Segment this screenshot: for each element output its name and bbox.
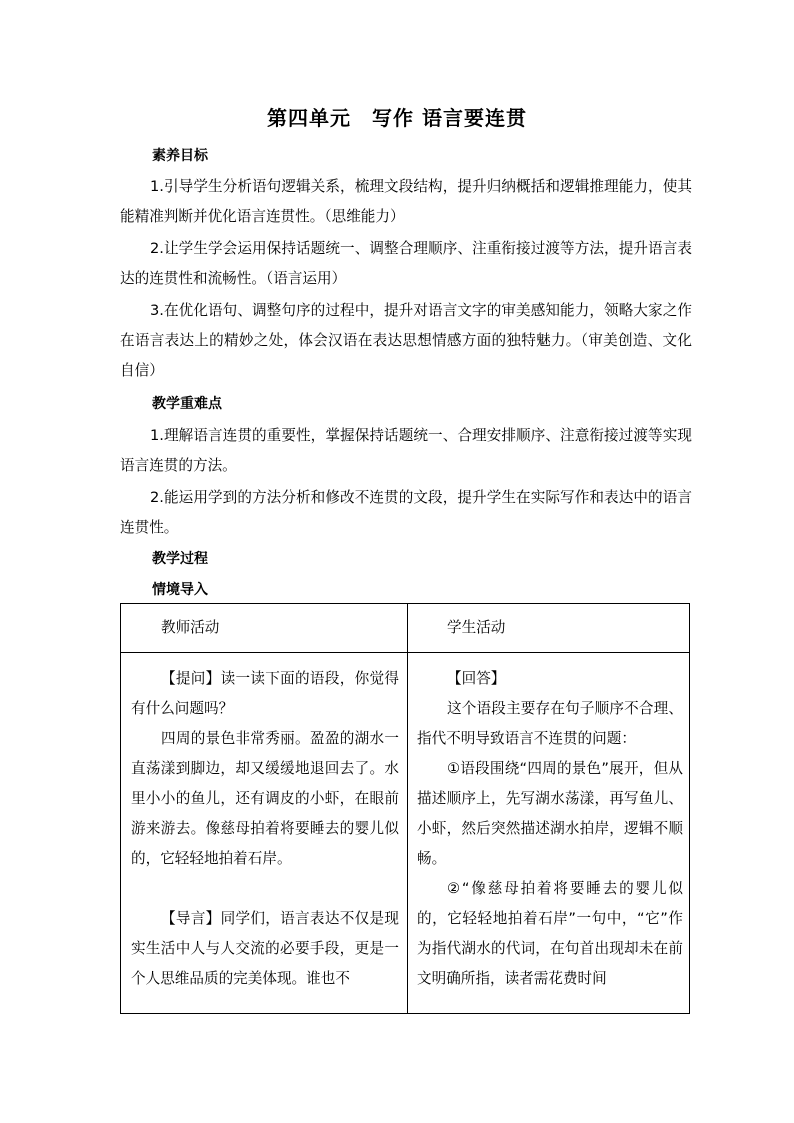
student-activity-header: 学生活动 (447, 619, 506, 636)
teacher-sample-passage: 四周的景色非常秀丽。盈盈的湖水一直荡漾到脚边，却又缓缓地退回去了。水里小小的鱼儿，还有调皮的小虾，在眼前游来游去。像慈母拍着将要睡去的婴儿似的，它轻轻地拍着石岸。 (131, 730, 399, 867)
activity-table (120, 603, 690, 1014)
teacher-activity-cell (131, 664, 399, 994)
keypoint-item-1: 1.理解语言连贯的重要性，掌握保持话题统一、合理安排顺序、注意衔接过渡等实现语言连贯的方法。 (120, 427, 692, 474)
teacher-question: 【提问】读一读下面的语段，你觉得有什么问题吗？ (131, 670, 399, 717)
student-answer-label: 【回答】 (447, 670, 506, 687)
student-answer-point-1: ①语段围绕“四周的景色”展开，但从描述顺序上，先写湖水荡漾，再写鱼儿、小虾，然后突然描述湖水拍岸，逻辑不顺畅。 (417, 760, 683, 867)
keypoint-item-2: 2.能运用学到的方法分析和修改不连贯的文段，提升学生在实际写作和表达中的语言连贯性。 (120, 489, 692, 536)
student-answer-summary: 这个语段主要存在句子顺序不合理、指代不明导致语言不连贯的问题： (417, 700, 683, 747)
goal-item-3: 3.在优化语句、调整句序的过程中，提升对语言文字的审美感知能力，领略大家之作在语言表达上的精妙之处，体会汉语在表达思想情感方面的独特魅力。（审美创造、文化自信） (120, 302, 692, 379)
goals-heading: 素养目标 (152, 148, 208, 164)
goal-item-2: 2.让学生学会运用保持话题统一、调整合理顺序、注重衔接过渡等方法，提升语言表达的连贯性和流畅性。（语言运用） (120, 240, 692, 287)
teacher-introduction: 【导言】同学们，语言表达不仅是现实生活中人与人交流的必要手段，更是一个人思维品质的完美体现。谁也不 (131, 910, 399, 987)
page-title: 第四单元 写作 语言要连贯 (267, 106, 527, 130)
student-activity-cell (417, 664, 683, 994)
table-header-divider (121, 652, 689, 653)
teacher-activity-header: 教师活动 (161, 619, 220, 636)
process-heading: 教学过程 (152, 551, 208, 567)
keypoints-heading: 教学重难点 (152, 396, 222, 412)
table-column-divider (407, 604, 408, 1013)
intro-subheading: 情境导入 (152, 582, 208, 598)
goal-item-1: 1.引导学生分析语句逻辑关系，梳理文段结构，提升归纳概括和逻辑推理能力，使其能精准判断并优化语言连贯性。（思维能力） (120, 178, 692, 225)
student-answer-point-2: ②“像慈母拍着将要睡去的婴儿似的，它轻轻地拍着石岸”一句中，“它”作为指代湖水的代词，在句首出现却未在前文明确所指，读者需花费时间 (417, 880, 683, 987)
